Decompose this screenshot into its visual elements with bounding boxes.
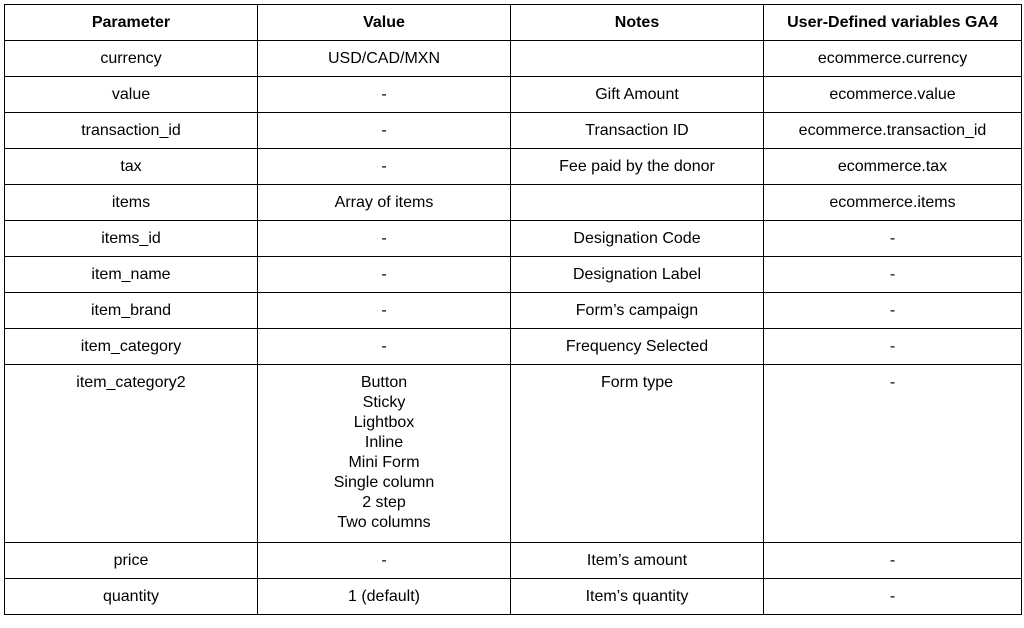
form-type-item: Single column [333,474,435,491]
form-type-item: Two columns [337,514,431,531]
cell-notes: Frequency Selected [511,329,764,365]
cell-notes: Transaction ID [511,113,764,149]
cell-parameter: tax [5,149,258,185]
cell-ga4-variable: ecommerce.items [764,185,1022,221]
parameters-table-container [4,4,1022,615]
cell-ga4-variable: - [764,329,1022,365]
cell-parameter: item_category [5,329,258,365]
table-row [5,365,1022,543]
cell-value: USD/CAD/MXN [258,41,511,77]
cell-ga4-variable: - [764,257,1022,293]
cell-value: - [258,77,511,113]
cell-parameter: item_category2 [5,365,258,543]
header-row [5,5,1022,41]
cell-parameter: items_id [5,221,258,257]
cell-notes: Form’s campaign [511,293,764,329]
cell-notes: Item’s quantity [511,579,764,615]
cell-notes: Designation Code [511,221,764,257]
cell-value-form-types [258,365,511,543]
cell-parameter: items [5,185,258,221]
table-row [5,221,1022,257]
cell-value: - [258,113,511,149]
cell-parameter: currency [5,41,258,77]
cell-parameter: price [5,543,258,579]
table-row [5,77,1022,113]
cell-value: - [258,293,511,329]
table-row [5,257,1022,293]
cell-ga4-variable: - [764,579,1022,615]
cell-ga4-variable: - [764,543,1022,579]
cell-ga4-variable: - [764,365,1022,543]
cell-notes [511,41,764,77]
cell-ga4-variable: ecommerce.currency [764,41,1022,77]
table-row [5,293,1022,329]
table-row [5,329,1022,365]
cell-ga4-variable: - [764,293,1022,329]
form-type-item: Sticky [362,394,406,411]
cell-notes [511,185,764,221]
cell-parameter: quantity [5,579,258,615]
cell-value: - [258,329,511,365]
table-row [5,149,1022,185]
table-row [5,579,1022,615]
parameters-table [4,4,1022,615]
cell-ga4-variable: ecommerce.tax [764,149,1022,185]
form-type-item: Lightbox [353,414,415,431]
cell-notes: Gift Amount [511,77,764,113]
cell-ga4-variable: ecommerce.value [764,77,1022,113]
table-row [5,543,1022,579]
cell-notes: Form type [511,365,764,543]
header-value: Value [258,5,511,41]
cell-value: - [258,221,511,257]
cell-parameter: value [5,77,258,113]
cell-parameter: item_name [5,257,258,293]
cell-notes: Designation Label [511,257,764,293]
form-type-item: Mini Form [348,454,420,471]
header-ga4-variables: User-Defined variables GA4 [764,5,1022,41]
table-row [5,185,1022,221]
cell-notes: Fee paid by the donor [511,149,764,185]
cell-value: - [258,257,511,293]
cell-parameter: item_brand [5,293,258,329]
table-row [5,41,1022,77]
cell-value: - [258,149,511,185]
form-type-item: Inline [364,434,404,451]
form-type-item: 2 step [362,494,406,511]
header-parameter: Parameter [5,5,258,41]
cell-ga4-variable: - [764,221,1022,257]
table-row [5,113,1022,149]
cell-value: - [258,543,511,579]
form-type-item: Button [360,374,408,391]
cell-value: Array of items [258,185,511,221]
cell-ga4-variable: ecommerce.transaction_id [764,113,1022,149]
cell-value: 1 (default) [258,579,511,615]
cell-notes: Item’s amount [511,543,764,579]
header-notes: Notes [511,5,764,41]
cell-parameter: transaction_id [5,113,258,149]
